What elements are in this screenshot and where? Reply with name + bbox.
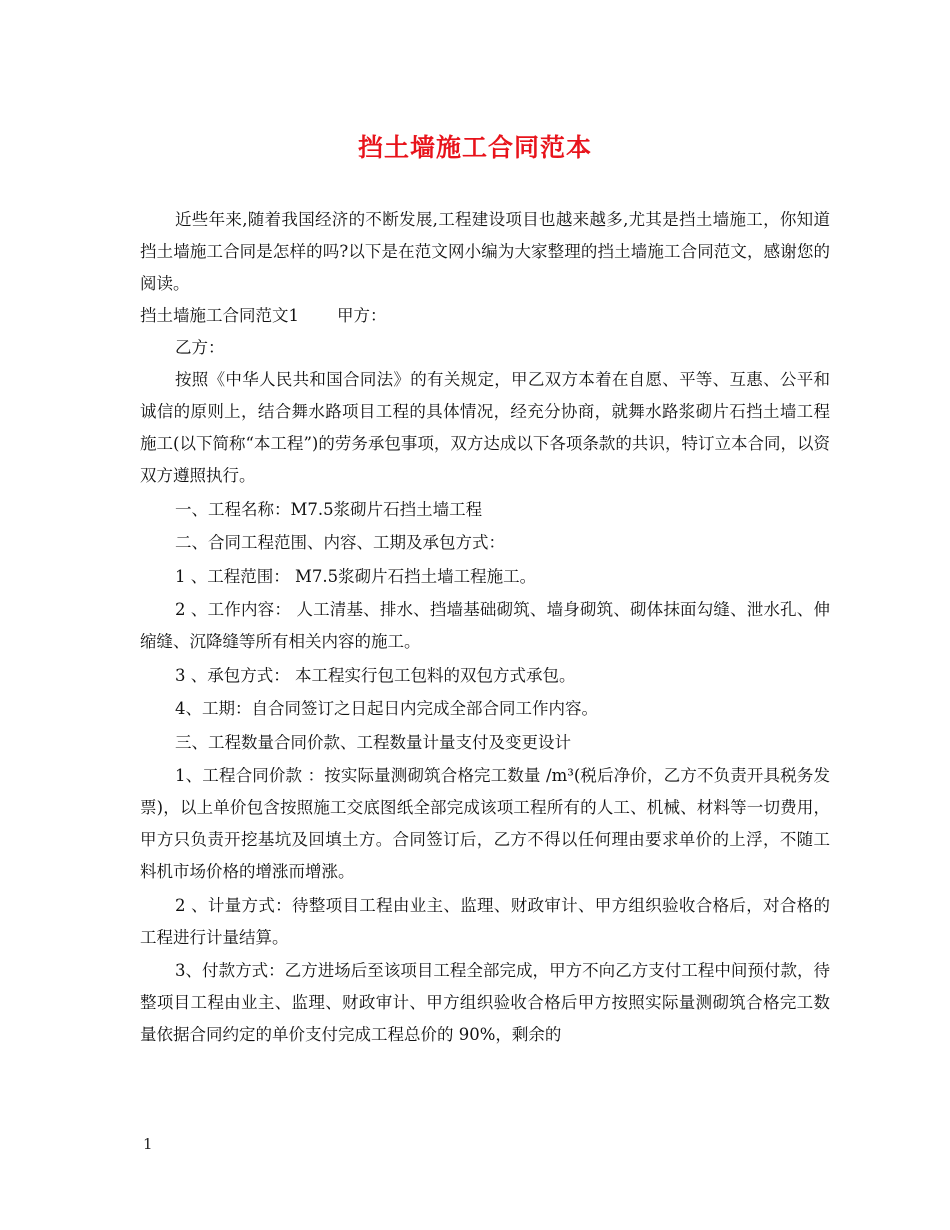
clause-project-name: 一、工程名称：M7.5浆砌片石挡土墙工程 [175,499,483,519]
clause-duration: 4、工期：自合同签订之日起日内完成全部合同工作内容。 [175,699,598,718]
clause-price-heading: 三、工程数量合同价款、工程数量计量支付及变更设计 [175,732,571,752]
contract-heading: 挡土墙施工合同范文1 [140,306,299,325]
clause-work-content: 2 、工作内容： 人工清基、排水、挡墙基础砌筑、墙身砌筑、砌体抹面勾缝、泄水孔、伸缩缝、沉降缝等所有相关内容的施工。 [140,600,830,651]
page-number: 1 [143,1135,153,1153]
clause-scope: 1 、工程范围： M7.5浆砌片石挡土墙工程施工。 [175,566,537,586]
clause-payment: 3、付款方式：乙方进场后至该项目工程全部完成，甲方不向乙方支付工程中间预付款，待整项目工程由业主、监理、财政审计、甲方组织验收合格后甲方按照实际量测砌筑合格完工数量依据合同约定的单价支付完成工程总价的 90%，剩余的 [140,961,830,1044]
intro-paragraph: 近些年来,随着我国经济的不断发展,工程建设项目也越来越多,尤其是挡土墙施工，你知道挡土墙施工合同是怎样的吗?以下是在范文网小编为大家整理的挡土墙施工合同范文，感谢您的阅读。 [140,210,830,293]
document-title: 挡土墙施工合同范本 [357,133,592,162]
contract-heading-line [140,300,830,332]
preamble-paragraph: 按照《中华人民共和国合同法》的有关规定，甲乙双方本着在自愿、平等、互惠、公平和诚信的原则上，结合舞水路项目工程的具体情况，经充分协商，就舞水路浆砌片石挡土墙工程施工(以下简称“本工程”)的劳务承包事项，双方达成以下各项条款的共识，特订立本合同，以资双方遵照执行。 [140,370,830,485]
clause-contract-method: 3 、承包方式： 本工程实行包工包料的双包方式承包。 [175,665,576,685]
document-body [140,204,830,1051]
party-b-label: 乙方： [175,338,225,357]
clause-scope-heading: 二、合同工程范围、内容、工期及承包方式： [175,533,505,552]
clause-contract-price: 1、工程合同价款 ：按实际量测砌筑合格完工数量 /m³(税后净价，乙方不负责开具税务发票)，以上单价包含按照施工交底图纸全部完成该项工程所有的人工、机械、材料等一切费用，甲方只负责开挖基坑及回填土方。合同签订后，乙方不得以任何理由要求单价的上浮，不随工料机市场价格的增涨而增涨。 [140,766,830,881]
party-a-label: 甲方： [337,306,387,325]
clause-measurement: 2 、计量方式：待整项目工程由业主、监理、财政审计、甲方组织验收合格后，对合格的工程进行计量结算。 [140,895,830,947]
